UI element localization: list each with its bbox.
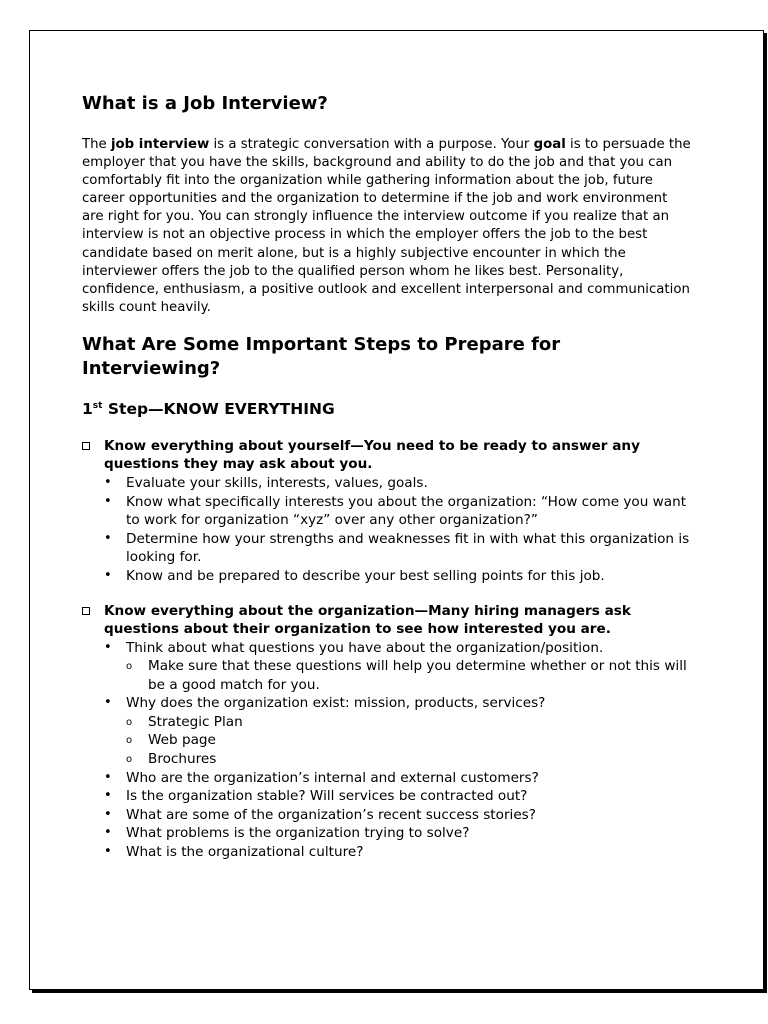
list-item-text: Think about what questions you have about the organization/position. bbox=[126, 639, 604, 656]
bullet-icon: • bbox=[104, 825, 112, 841]
section-heading: What Are Some Important Steps to Prepare for Interviewing? bbox=[82, 333, 561, 379]
list-item-text: Why does the organization exist: mission, products, services? bbox=[126, 695, 546, 712]
list-item-text: Determine how your strengths and weaknesses fit in with what this organization is looking for. bbox=[126, 530, 690, 566]
list-item bbox=[104, 769, 692, 788]
bullet-icon: • bbox=[104, 695, 112, 711]
intro-bold-goal: goal bbox=[533, 137, 566, 152]
circle-bullet-icon: o bbox=[126, 735, 133, 747]
list-item-text: Evaluate your skills, interests, values, goals. bbox=[126, 474, 428, 491]
list-item-text: What is the organizational culture? bbox=[126, 844, 364, 861]
sub-list-item-text: Web page bbox=[148, 732, 216, 749]
sub-list bbox=[126, 657, 692, 694]
step-heading bbox=[82, 399, 692, 419]
bullet-icon: • bbox=[104, 530, 112, 546]
list-item-text: Know and be prepared to describe your best selling points for this job. bbox=[126, 567, 605, 584]
list-item bbox=[104, 806, 692, 825]
square-bullet-icon bbox=[82, 607, 90, 615]
sub-list-item bbox=[126, 750, 692, 769]
page-title: What is a Job Interview? bbox=[82, 93, 328, 114]
step-title: Step—KNOW EVERYTHING bbox=[102, 399, 335, 418]
list-item-text: Is the organization stable? Will services be contracted out? bbox=[126, 788, 528, 805]
sub-list-item bbox=[126, 713, 692, 732]
intro-bold-job-interview: job interview bbox=[110, 137, 210, 152]
list-item-text: Know what specifically interests you about the organization: “How come you want to work for organization “xyz” over any other organization?” bbox=[126, 493, 687, 529]
circle-bullet-icon: o bbox=[126, 716, 133, 728]
circle-bullet-icon: o bbox=[126, 754, 133, 766]
list-item-text: What are some of the organization’s recent success stories? bbox=[126, 806, 536, 823]
sub-list-item bbox=[126, 731, 692, 750]
section-know-organization-heading: Know everything about the organization—Many hiring managers ask questions about their organization to see how interested you are. bbox=[104, 602, 631, 637]
sub-list bbox=[126, 713, 692, 769]
know-yourself-list bbox=[104, 474, 692, 586]
list-item-text: Who are the organization’s internal and external customers? bbox=[126, 769, 539, 786]
section-know-yourself bbox=[82, 437, 692, 586]
bullet-icon: • bbox=[104, 567, 112, 583]
list-item bbox=[104, 474, 692, 493]
bullet-icon: • bbox=[104, 844, 112, 860]
list-item bbox=[104, 824, 692, 843]
intro-text-3: is to persuade the employer that you have the skills, background and ability to do the job and that you can comfortably fit into the organization while gathering information about the job, future career opportunities and the organization to determine if the job and work environment are right for you. You can strongly influence the interview outcome if you realize that an interview is not an objective process in which the employer offers the job to the best candidate based on merit alone, but is a highly subjective encounter in which the interviewer offers the job to the qualified person whom he likes best. Personality, confidence, enthusiasm, a positive outlook and excellent interpersonal and communication skills count heavily. bbox=[82, 137, 691, 315]
bullet-icon: • bbox=[104, 493, 112, 509]
step-ordinal: st bbox=[92, 400, 103, 411]
list-item bbox=[104, 493, 692, 530]
list-item-text: What problems is the organization trying to solve? bbox=[126, 825, 470, 842]
intro-text-1: The bbox=[82, 137, 111, 152]
know-organization-list bbox=[104, 639, 692, 862]
list-item bbox=[104, 787, 692, 806]
bullet-icon: • bbox=[104, 639, 112, 655]
sub-list-item-text: Brochures bbox=[148, 751, 217, 768]
list-item bbox=[104, 530, 692, 567]
list-item bbox=[104, 843, 692, 862]
square-bullet-icon bbox=[82, 442, 90, 450]
bullet-icon: • bbox=[104, 474, 112, 490]
sub-list-item-text: Make sure that these questions will help you determine whether or not this will be a good match for you. bbox=[148, 658, 687, 693]
bullet-icon: • bbox=[104, 806, 112, 822]
list-item bbox=[104, 694, 692, 768]
bullet-icon: • bbox=[104, 769, 112, 785]
step-number: 1 bbox=[82, 399, 93, 418]
document-content bbox=[82, 92, 692, 878]
section-know-yourself-heading: Know everything about yourself—You need to be ready to answer any questions they may ask about you. bbox=[104, 437, 640, 473]
bullet-icon: • bbox=[104, 788, 112, 804]
list-item bbox=[104, 567, 692, 586]
intro-text-2: is a strategic conversation with a purpose. Your bbox=[209, 137, 534, 152]
sub-list-item bbox=[126, 657, 692, 694]
circle-bullet-icon: o bbox=[126, 661, 133, 673]
intro-paragraph bbox=[82, 136, 692, 317]
list-item bbox=[104, 639, 692, 695]
section-know-organization bbox=[82, 602, 692, 862]
sub-list-item-text: Strategic Plan bbox=[148, 713, 243, 730]
